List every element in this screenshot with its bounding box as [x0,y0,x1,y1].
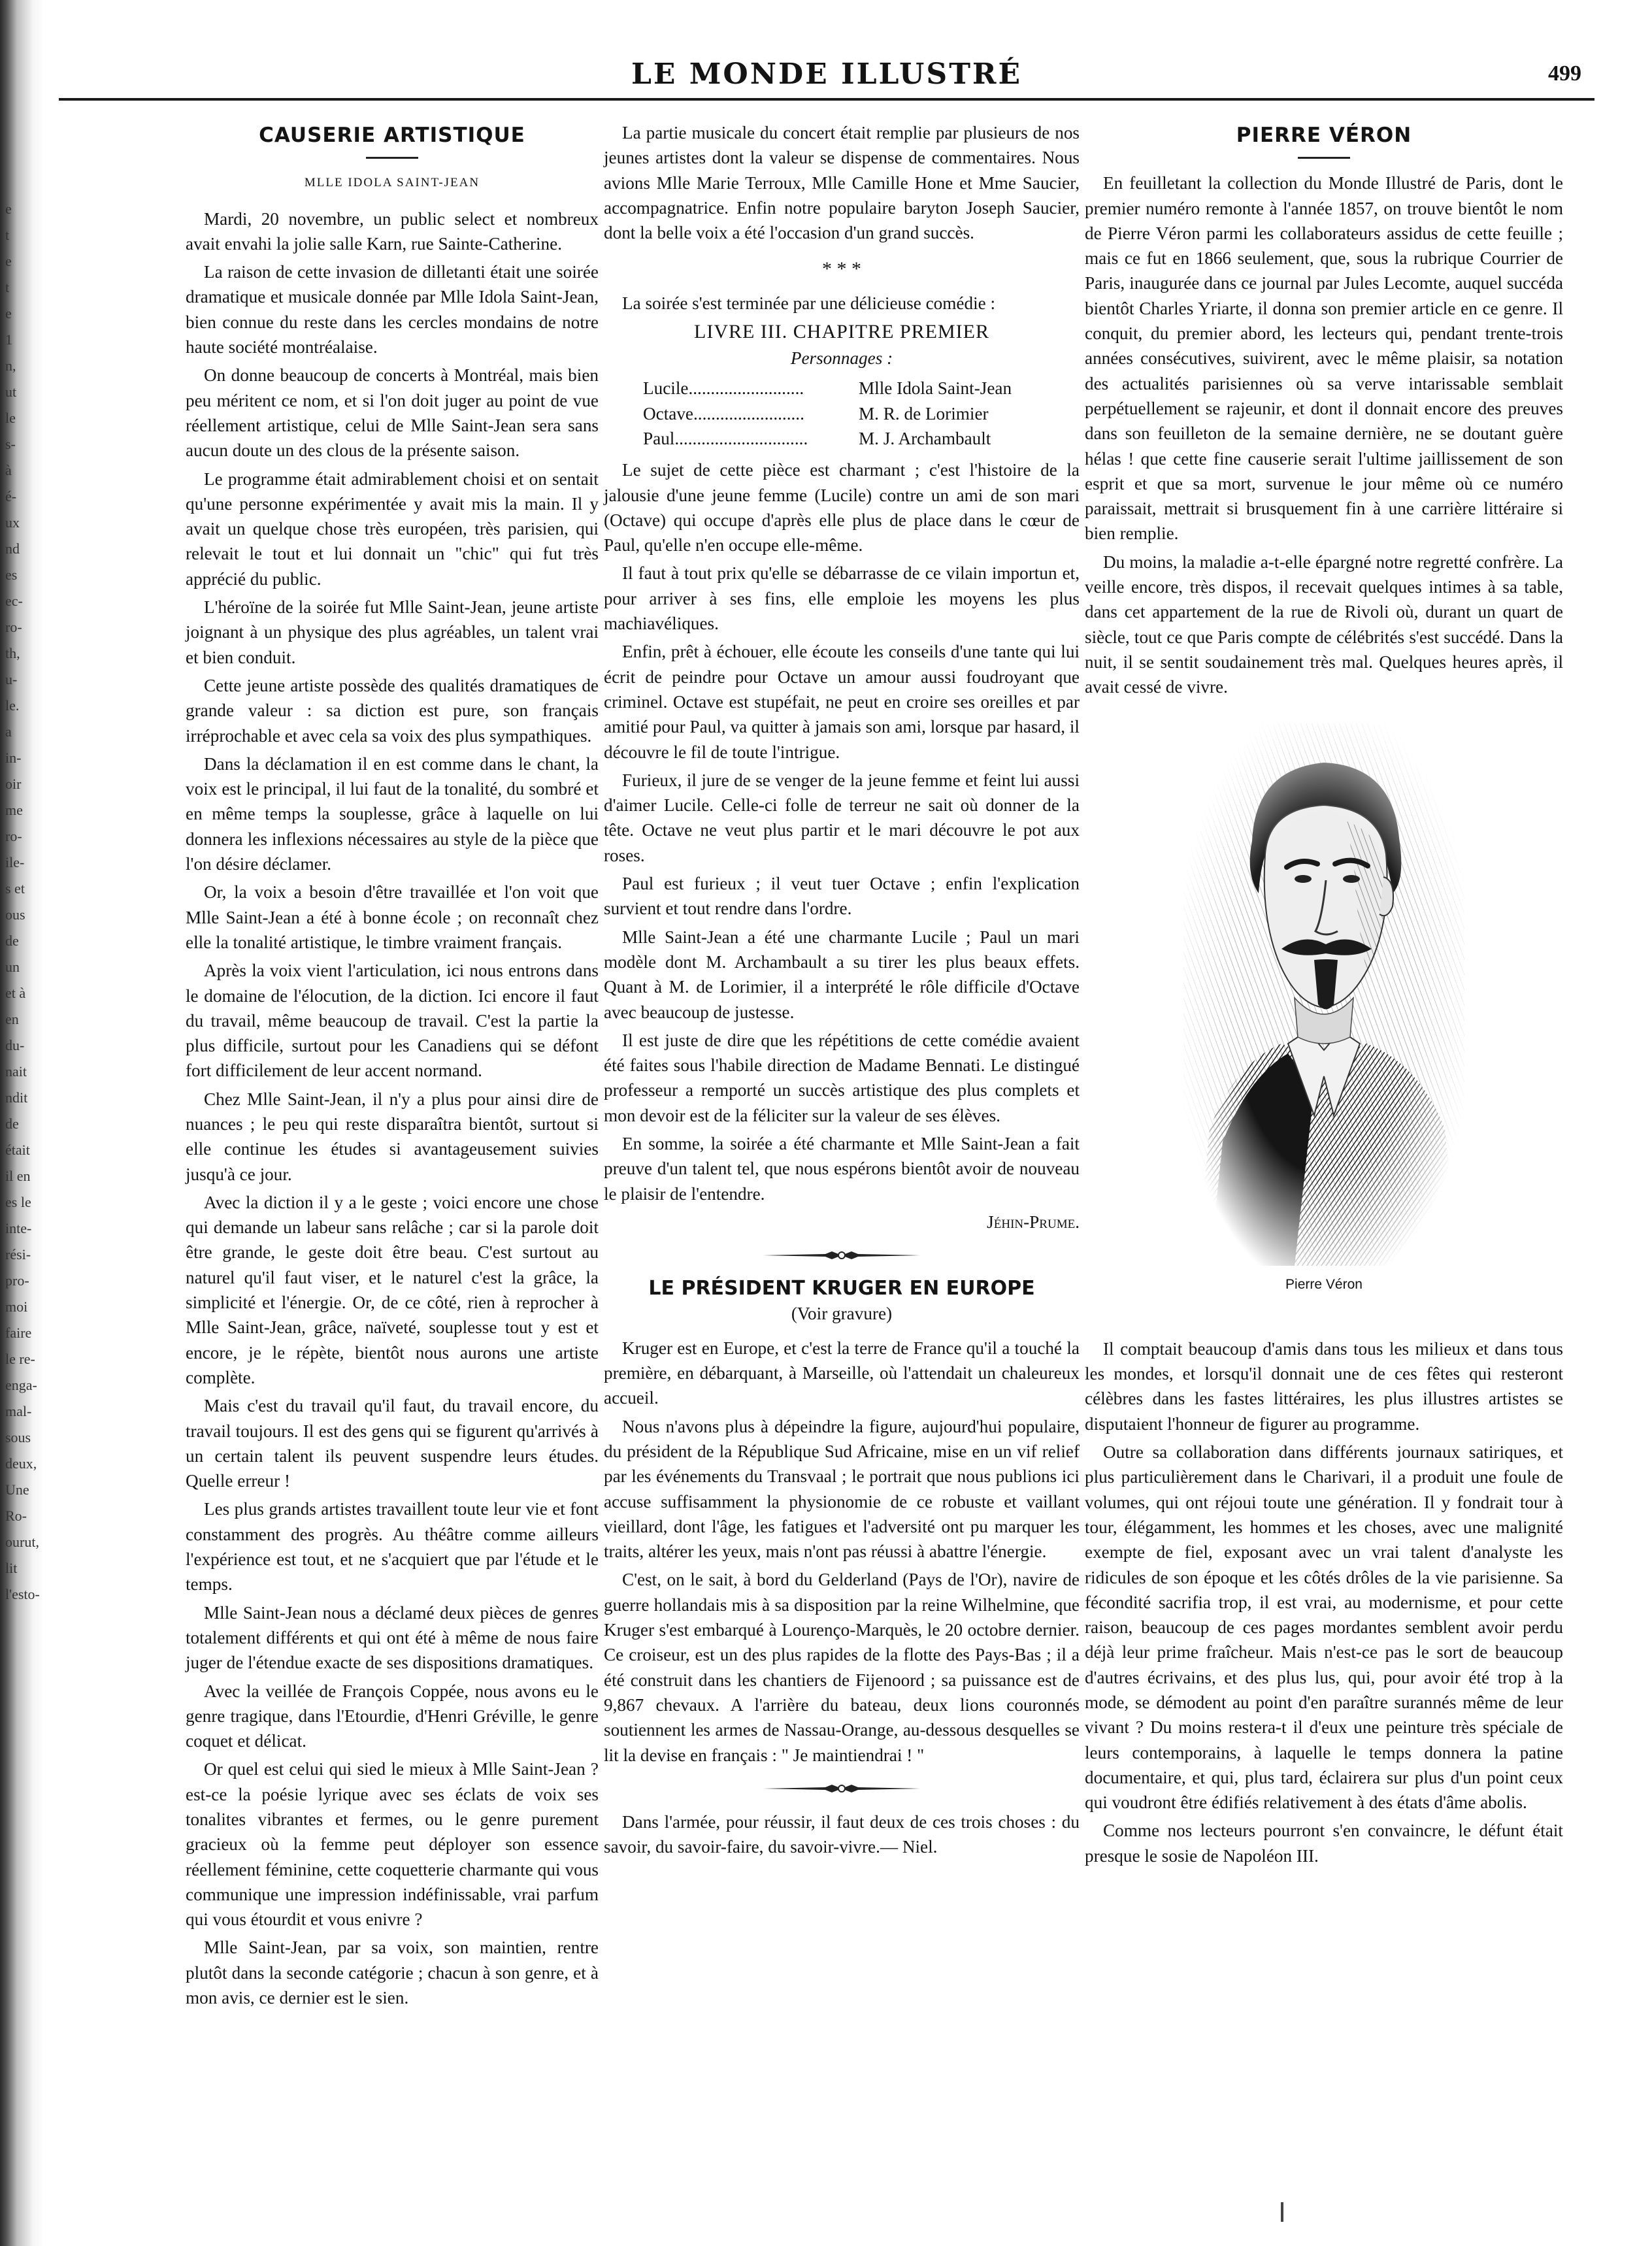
margin-fragment: le [5,410,16,426]
margin-fragment: es [5,567,18,583]
margin-fragment: était [5,1142,30,1158]
paragraph: On donne beaucoup de concerts à Montréal, mais bien peu méritent ce nom, et si l'on doit juger au point de vue réellement artistique, celui de Mlle Saint-Jean sera sans aucun doute un des clous de la présente saison. [186,365,599,461]
article-body-causerie [186,206,599,2011]
comedy-intro: La soirée s'est terminée par une délicieuse comédie : [622,293,996,314]
margin-fragment: ec- [5,593,23,609]
cast-actor: M. R. de Lorimier [859,403,989,423]
paragraph: Mardi, 20 novembre, un public select et nombreux avait envahi la jolie salle Karn, rue Sainte-Catherine. [186,208,599,254]
margin-fragment: a [5,723,12,740]
kruger-article-body [604,1336,1080,1768]
masthead-rule [59,98,1594,101]
margin-fragment: de [5,933,19,949]
paragraph: Avec la diction il y a le geste ; voici encore une chose qui demande un labeur sans relâche ; car si la parole doit être grande, le geste doit être beau. C'est surtout au naturel qu'il faut viser, et le naturel c'est la grâce, la simplicité et l'énergie. Or, de ce côté, rien à reprocher à Mlle Saint-Jean, grâce, naïveté, souplesse tout y est et encore, je le répète, bientôt nous aurons une artiste complète. [186,1192,599,1387]
margin-fragment: n, [5,357,16,374]
veron-article-bottom [1085,1336,1563,1868]
paragraph: Cette jeune artiste possède des qualités dramatiques de grande valeur : sa diction est pure, son français irréprochable et avec cela sa voix des plus sympathiques. [186,675,599,746]
cast-row [604,401,1080,426]
paragraph: Mais c'est du travail qu'il faut, du travail encore, du travail toujours. Il est des gens qui se figurent qu'arrivés à un certain talent ils peuvent suspendre leurs études. Quelle erreur ! [186,1396,599,1491]
paragraph: Or, la voix a besoin d'être travaillée et l'on voit que Mlle Saint-Jean a été à bonne école ; on reconnaît chez elle la tonalité artistique, le timbre vraiment français. [186,882,599,952]
paragraph: Il comptait beaucoup d'amis dans tous les milieux et dans tous les mondes, et lorsqu'il donnait une de ces fêtes qui resteront célèbres dans les fastes littéraires, les plus illustres artistes se disputaient l'honneur de figurer au programme. [1085,1338,1563,1434]
veron-article-top [1085,171,1563,699]
margin-fragment: t [5,279,10,295]
paragraph: Les plus grands artistes travaillent toute leur vie et font constamment des progrès. Au théâtre comme ailleurs l'expérience est tout, et ne s'acquiert que par l'étude et le temps. [186,1499,599,1594]
margin-fragment: e [5,201,12,217]
kruger-subheading: (Voir gravure) [791,1304,893,1324]
article-signature: Jéhin-Prume. [987,1212,1080,1232]
margin-fragment: th, [5,645,20,661]
margin-fragment: et à [5,985,26,1001]
paragraph: Nous n'avons plus à dépeindre la figure, aujourd'hui populaire, du président de la République Sud Africaine, mise en un vif relief par les événements du Transvaal ; le portrait que nous publions ici accuse suffisamment la physionomie de ce robuste et vaillant vieillard, dont l'âge, les fatigues et l'adversité ont pu marquer les traits, altérer les yeux, mais n'ont pas réussi à abattre l'énergie. [604,1416,1080,1562]
play-review-paragraphs [604,457,1080,1206]
newspaper-title: LE MONDE ILLUSTRÉ [631,58,1023,91]
paragraph: Furieux, il jure de se venger de la jeune femme et feint lui aussi d'aimer Lucile. Celle-ci folle de terreur ne sait où donner de la tête. Octave ne veut plus partir et le mari découvre le pot aux roses. [604,770,1080,865]
paragraph: Mlle Saint-Jean a été une charmante Lucile ; Paul un mari modèle dont M. Archambault a su tirer les plus beaux effets. Quant à M. de Lorimier, il a interprété le rôle difficile d'Octave avec beaucoup de justesse. [604,927,1080,1022]
masthead [59,58,1594,101]
paragraph: L'héroïne de la soirée fut Mlle Saint-Jean, jeune artiste joignant à un physique des plus agréables, un talent vrai et bien conduit. [186,597,599,667]
margin-fragment: ndit [5,1089,28,1106]
play-title: LIVRE III. CHAPITRE PREMIER [694,320,989,342]
paragraph: Mlle Saint-Jean, par sa voix, son maintien, rentre plutôt dans la seconde catégorie ; chacun à son genre, et à mon avis, ce dernier est le sien. [186,1938,599,2008]
margin-fragment: enga- [5,1377,37,1393]
margin-fragment: é- [5,488,17,504]
paragraph: Paul est furieux ; il veut tuer Octave ; enfin l'explication survient et tout rendre dans l'ordre. [604,874,1080,919]
paragraph: Du moins, la maladie a-t-elle épargné notre regretté confrère. La veille encore, très dispos, il recevait quelques intimes à sa table, dans cet appartement de la rue de Rivoli où, durant un quart de siècle, tout ce que Paris compte de célébrités s'est succédé. Dans la nuit, il se sentit soudainement très mal. Quelques heures après, il avait cessé de vivre. [1085,552,1563,697]
concert-music-paragraphs [604,120,1080,245]
margin-fragment: s et [5,880,25,897]
ornamental-divider [763,1782,920,1795]
margin-fragment: e [5,305,12,322]
margin-fragment: il en [5,1168,31,1184]
margin-fragment: in- [5,750,22,766]
margin-fragment: ro- [5,828,22,844]
paragraph: En feuilletant la collection du Monde Illustré de Paris, dont le premier numéro remonte à l'année 1857, on trouve bientôt le nom de Pierre Véron parmi les collaborateurs assidus de cette feuille ; mais ce fut en 1866 seulement, que, sous la rubrique Courrier de Paris, inaugurée dans ce journal par Jules Lecomte, auquel succéda bientôt Charles Yriarte, il donna son premier article en ce genre. Il conquit, du premier abord, les lecteurs qui, pendant trente-trois années consécutives, suivirent, avec le même plaisir, sa notation des actualités parisiennes où sa verve intarissable semblait perpétuellement se rajeunir, et dont il donnait encore des preuves dans son feuilleton de la semaine dernière, ne se doutant guère hélas ! que cette fine causerie serait l'ultime jaillissement de son esprit et que sa mort, survenue le jour même où ce numéro paraissait, mettrait si brusquement fin à une carrière littéraire si bien remplie. [1085,173,1563,544]
margin-fragment: pro- [5,1272,29,1289]
margin-fragment: ourut, [5,1534,39,1550]
cast-role: Octave......................... [643,403,804,423]
margin-fragment: en [5,1011,19,1027]
article-heading-veron: PIERRE VÉRON [1236,124,1412,147]
margin-fragment: lit [5,1560,18,1576]
paragraph: La partie musicale du concert était remplie par plusieurs de nos jeunes artistes dont la valeur se dispense de commentaires. Nous avions Mlle Marie Terroux, Mlle Camille Hone et Mme Saucier, accompagnatrice. Enfin notre populaire baryton Joseph Saucier, dont la belle voix a été l'occasion d'un grand succès. [604,123,1080,243]
paragraph: En somme, la soirée a été charmante et Mlle Saint-Jean a fait preuve d'un talent tel, que nous espérons bientôt avoir de nouveau le plaisir de l'entendre. [604,1133,1080,1204]
margin-fragment: faire [5,1325,32,1341]
paragraph: Kruger est en Europe, et c'est la terre de France qu'il a touché la première, en débarquant, à Marseille, où l'attendait un chaleureux accueil. [604,1338,1080,1408]
cast-actor: Mlle Idola Saint-Jean [859,378,1012,399]
article-subheading: MLLE IDOLA SAINT-JEAN [304,176,480,190]
paragraph: Dans la déclamation il en est comme dans le chant, la voix est le principal, il lui faut de la tonalité, du sombré et en même temps la souplesse, grâce à laquelle on lui donnera les inflexions nécessaires au style de la pièce que l'on désire déclamer. [186,753,599,874]
margin-fragment: sous [5,1429,31,1445]
margin-fragment: rési- [5,1246,31,1263]
paragraph: Le programme était admirablement choisi et on sentait qu'une personne expérimentée y avait mis la main. Il y avait un quelque chose très européen, très parisien, qui relevait le tout et lui donnait un "chic" qui fut très apprécié du public. [186,469,599,589]
paragraph: Mlle Saint-Jean nous a déclamé deux pièces de genres totalement différents et qui ont été à même de nous faire juger de l'étendue exacte de ses dispositions dramatiques. [186,1602,599,1673]
paragraph: C'est, on le sait, à bord du Gelderland (Pays de l'Or), navire de guerre hollandais mis à sa disposition par la reine Wilhelmine, que Kruger s'est embarqué à Lourenço-Marquès, le 20 octobre dernier. Ce croiseur, est un des plus rapides de la flotte des Pays-Bas ; il a été construit dans les chantiers de Fijenoord ; sa puissance est de 9,867 chevaux. A l'arrière du bateau, deux lions couronnés soutiennent les armes de Nassau-Orange, au-dessous desquelles se lit la devise en français : " Je maintiendrai ! " [604,1570,1080,1765]
paragraph: Après la voix vient l'articulation, ici nous entrons dans le domaine de l'élocution, de la diction. Ici encore il faut du travail, même beaucoup de travail. C'est la partie la plus difficile, surtout pour les Canadiens qui se défont fort difficilement de leur accent normand. [186,961,599,1081]
margin-fragment: l'esto- [5,1586,40,1602]
margin-fragment: t [5,227,10,243]
margin-fragment: ile- [5,854,25,870]
scan-mark [1281,2202,1283,2222]
margin-fragment: s- [5,436,16,452]
paragraph: Il est juste de dire que les répétitions de cette comédie avaient été faites sous l'habile direction de Madame Bennati. Le distingué professeur a remporté un succès artistique des plus complets et mon devoir est de la féliciter sur la valeur de ses élèves. [604,1030,1080,1125]
margin-fragment: inte- [5,1220,32,1236]
page-number: 499 [1548,61,1581,86]
paragraph: Outre sa collaboration dans différents journaux satiriques, et plus particulièrement dans le Charivari, il a produit une foule de volumes, qui ont réjoui toute une génération. Il y fondrait tour à tour, élégamment, les hommes et les choses, avec une malignité exempte de fiel, exposant avec un vrai talent d'analyste les ridicules de son époque et les côtés drôles de la vie parisienne. Sa fécondité sacrifia trop, il est vrai, au modernisme, et pour cette raison, beaucoup de ces pages mordantes semblent avoir perdu déjà leur prime fraîcheur. Mais n'est-ce pas le sort de beaucoup d'autres écrivains, et des plus lus, qui, pour avoir été trop à la mode, se démodent au point d'en paraître surannés même de leur vivant ? Du moins restera-t il d'eux une peinture très spéciale de leurs contemporains, à laquelle le temps donnera la patine documentaire, et qui, plus tard, éclairera sur plus d'un point ceux qui voudront être édifiés relativement à des états d'âme abolis. [1085,1442,1563,1813]
paragraph: Or quel est celui qui sied le mieux à Mlle Saint-Jean ? est-ce la poésie lyrique avec ses éclats de voix ses tonalites vibrantes et fermes, ou le genre purement gracieux où la femme peut déployer son essence réellement féminine, cette coquetterie charmante qui vous communique une impression indéfinissable, vrai parfum qui vous étourdit et vous enivre ? [186,1759,599,1930]
margin-fragment: ux [5,514,20,531]
margin-fragment: es le [5,1194,31,1210]
cast-role: Paul.............................. [643,428,808,448]
margin-fragment: ut [5,384,17,400]
cast-actor: M. J. Archambault [859,428,991,448]
paragraph: Chez Mlle Saint-Jean, il n'y a plus pour ainsi dire de nuances ; le peu qui reste disparaîtra bientôt, surtout si elle continue les études si avantageusement suivies jusqu'à ce jour. [186,1089,599,1184]
margin-fragment: me [5,802,23,818]
heading-rule [366,157,418,159]
margin-fragment: ous [5,906,25,923]
cast-list [604,376,1080,451]
paragraph: Le sujet de cette pièce est charmant ; c'est l'histoire de la jalousie d'une jeune femme (Lucile) contre un ami de son mari (Octave) qui occupe d'après elle plus de place dans le cœur de Paul, qu'elle n'en occupe elle-même. [604,460,1080,555]
margin-fragment: 1 [5,331,12,348]
margin-fragment: nd [5,540,20,557]
closing-quote: Dans l'armée, pour réussir, il faut deux de ces trois choses : du savoir, du savoir-faire, du savoir-vivre.— Niel. [604,1811,1080,1857]
paragraph: Il faut à tout prix qu'elle se débarrasse de ce vilain importun et, pour arriver à ses fins, elle emploie les moyens les plus machiavéliques. [604,563,1080,634]
margin-fragment: un [5,959,20,975]
article-heading-kruger: LE PRÉSIDENT KRUGER EN EUROPE [648,1277,1035,1300]
paragraph: La raison de cette invasion de dilletanti était une soirée dramatique et musicale donnée par Mlle Idola Saint-Jean, bien connue du reste dans les cercles mondains de notre haute société montréalaise. [186,262,599,357]
margin-fragment: deux, [5,1455,37,1472]
margin-fragment: Une [5,1481,29,1498]
paragraph: Comme nos lecteurs pourront s'en convaincre, le défunt était presque le sosie de Napoléon III. [1085,1821,1563,1866]
article-heading-causerie: CAUSERIE ARTISTIQUE [259,124,525,147]
ornamental-divider [763,1249,920,1262]
margin-fragment: le re- [5,1351,35,1367]
margin-fragment: nait [5,1063,27,1080]
paragraph: Avec la veillée de François Coppée, nous avons eu le genre tragique, dans l'Etourdie, d'Henri Gréville, le genre coquet et délicat. [186,1681,599,1751]
paragraph: Enfin, prêt à échouer, elle écoute les conseils d'une tante qui lui écrit de peindre pour Octave un amour aussi foudroyant que criminel. Octave est stupéfait, ne peut en croire ses oreilles et par amitié pour Paul, va quitter à jamais son ami, lorsque par hasard, il découvre le fil de toute l'intrigue. [604,642,1080,762]
pierre-veron-portrait-engraving [1183,723,1464,1266]
margin-fragment: mal- [5,1403,32,1419]
margin-fragment: du- [5,1037,25,1053]
margin-fragment: Ro- [5,1508,27,1524]
cast-row [604,426,1080,451]
margin-fragment: oir [5,776,22,792]
column-middle [604,120,1080,1862]
margin-fragment: moi [5,1298,28,1315]
margin-fragment: de [5,1115,19,1132]
cast-role: Lucile.......................... [643,378,804,399]
column-causerie-artistique [186,120,599,2013]
margin-fragment: u- [5,671,18,687]
margin-fragment: à [5,462,12,478]
personnages-label: Personnages : [790,348,893,369]
section-asterism: * * * [822,258,861,280]
margin-fragment: ro- [5,619,22,635]
column-pierre-veron [1085,120,1563,1872]
adjacent-page-fragments [5,196,42,1608]
margin-fragment: le. [5,697,20,714]
cast-row [604,376,1080,401]
margin-fragment: e [5,253,12,269]
heading-rule [1298,157,1350,159]
portrait-caption: Pierre Véron [1285,1276,1363,1292]
